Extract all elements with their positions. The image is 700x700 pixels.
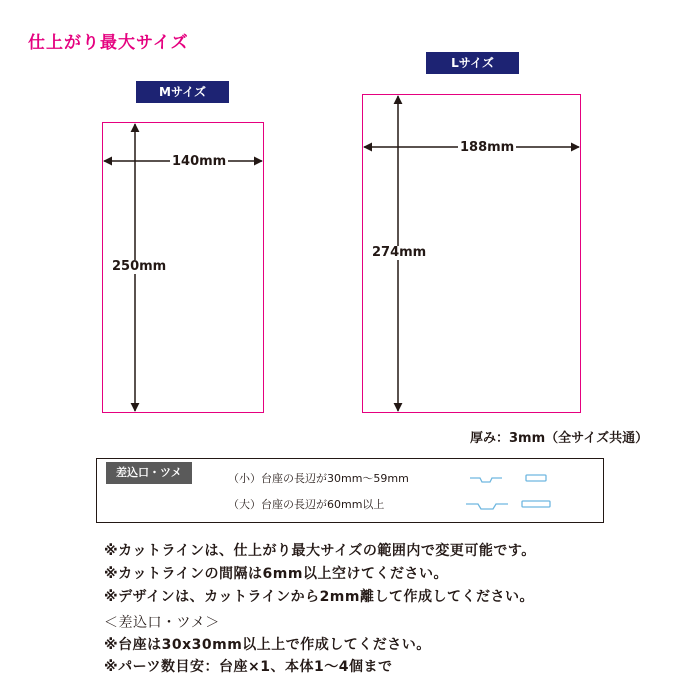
note-cutline-range: ※カットラインは、仕上がり最大サイズの範囲内で変更可能です。 [104,543,536,559]
page-title: 仕上がり最大サイズ [28,33,189,53]
note-design-margin: ※デザインは、カットラインから2mm離して作成してください。 [104,589,534,605]
m-width-label: 140mm [172,154,227,169]
sub-notes-heading: ＜差込口・ツメ＞ [104,615,220,631]
tab-info-label: 差込口・ツメ [106,462,192,484]
tab-row-large: （大）台座の長辺が60mm以上 [228,498,385,511]
thickness-note: 厚み：3mm（全サイズ共通） [470,431,649,446]
note-base-size: ※台座は30x30mm以上上で作成してください。 [104,637,431,653]
m-height-label: 250mm [112,259,167,274]
tab-row-small: （小）台座の長辺が30mm〜59mm [228,472,409,485]
small-slot-icon [470,478,502,482]
tab-shape-icons [460,466,560,516]
note-cutline-spacing: ※カットラインの間隔は6mm以上空けてください。 [104,566,448,582]
l-width-label: 188mm [460,140,515,155]
l-height-label: 274mm [372,245,427,260]
l-size-badge: Lサイズ [426,52,519,74]
large-slot-icon [466,504,508,509]
note-parts-count: ※パーツ数目安：台座×1、本体1〜4個まで [104,659,393,675]
large-tab-icon [522,501,550,507]
m-size-badge: Mサイズ [136,81,229,103]
small-tab-icon [526,475,546,481]
